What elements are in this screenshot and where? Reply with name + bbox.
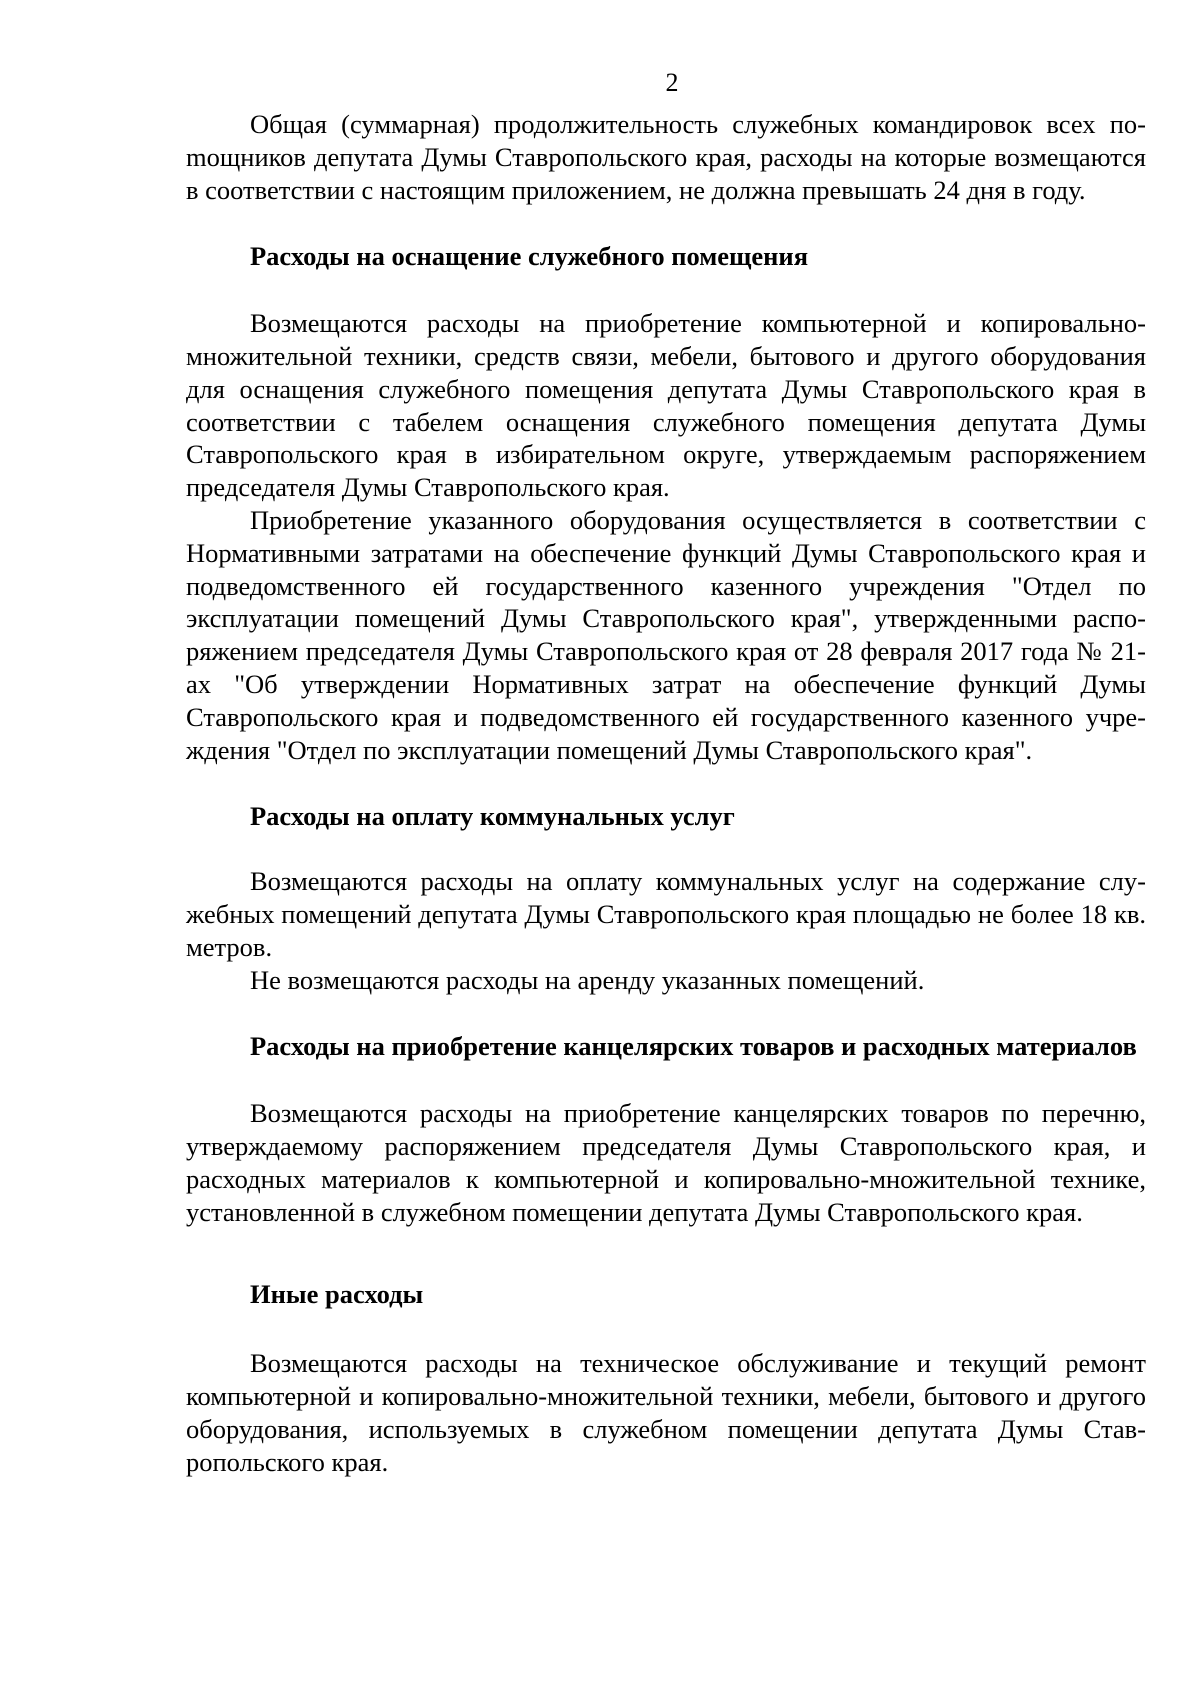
- section-heading: Расходы на оплату коммунальных услуг: [250, 801, 735, 832]
- section-paragraph: Возмещаются расходы на приобретение канцелярских товаров по перечню, утверждаемому распоряжением председателя Думы Ставропольского края, и расходных материалов к компьютерной и копировально-множительной технике, установленной в служебном помещении депутата Думы Ставропольского края.: [186, 1098, 1146, 1227]
- section-heading: Расходы на оснащение служебного помещения: [250, 241, 809, 272]
- intro-paragraph: Общая (суммарная) продолжительность служебных командировок всех поmощников депутата Думы Ставропольского края, расходы на которые возмещаются в соответствии с настоящим приложением, не должна превышать 24 дня в году.: [186, 109, 1146, 205]
- document-body: [186, 108, 1146, 1478]
- section-office-supplies: [186, 1030, 1146, 1228]
- section-body: [186, 307, 1146, 766]
- section-equipment: [186, 240, 1146, 766]
- page-number: 2: [665, 68, 679, 97]
- section-body: [186, 1097, 1146, 1228]
- section-heading: Расходы на приобретение канцелярских товаров и расходных материалов: [250, 1031, 1137, 1062]
- section-paragraph: Возмещаются расходы на приобретение компьютерной и копировально-множительной техники, средств связи, мебели, бытового и другого оборудования для оснащения служебного помещения депутата Думы Ставропольского края в соответствии с табелем оснащения служебного помещения депутата Думы Ставропольского края в избирательном округе, утверждаемым распоряжением председателя Думы Ставропольского края.: [186, 308, 1146, 503]
- section-body: [186, 865, 1146, 996]
- section-heading: Иные расходы: [250, 1279, 424, 1310]
- section-paragraph: Не возмещаются расходы на аренду указанных помещений.: [250, 964, 925, 995]
- section-other-expenses: [186, 1278, 1146, 1478]
- section-paragraph: Возмещаются расходы на техническое обслуживание и текущий ремонт компьютерной и копировально-множительной техники, мебели, бытового и другого оборудования, используемых в служебном помещении депутата Думы Ставропольского края.: [186, 1348, 1146, 1477]
- section-body: [186, 1347, 1146, 1478]
- section-paragraph: Возмещаются расходы на оплату коммунальных услуг на содержание служебных помещений депутата Думы Ставропольского края площадью не более 18 кв. метров.: [186, 866, 1146, 962]
- section-paragraph: Приобретение указанного оборудования осуществляется в соответствии с Нормативными затратами на обеспечение функций Думы Ставропольского края и подведомственного ей государственного казенного учреждения "Отдел по эксплуатации помещений Думы Ставропольского края", утвержденными распоряжением председателя Думы Ставропольского края от 28 февраля 2017 года № 21-ах "Об утверждении Нормативных затрат на обеспечение функций Думы Ставропольского края и подведомственного ей государственного казенного учреждения "Отдел по эксплуатации помещений Думы Ставропольского края".: [186, 504, 1146, 765]
- section-utilities: [186, 800, 1146, 996]
